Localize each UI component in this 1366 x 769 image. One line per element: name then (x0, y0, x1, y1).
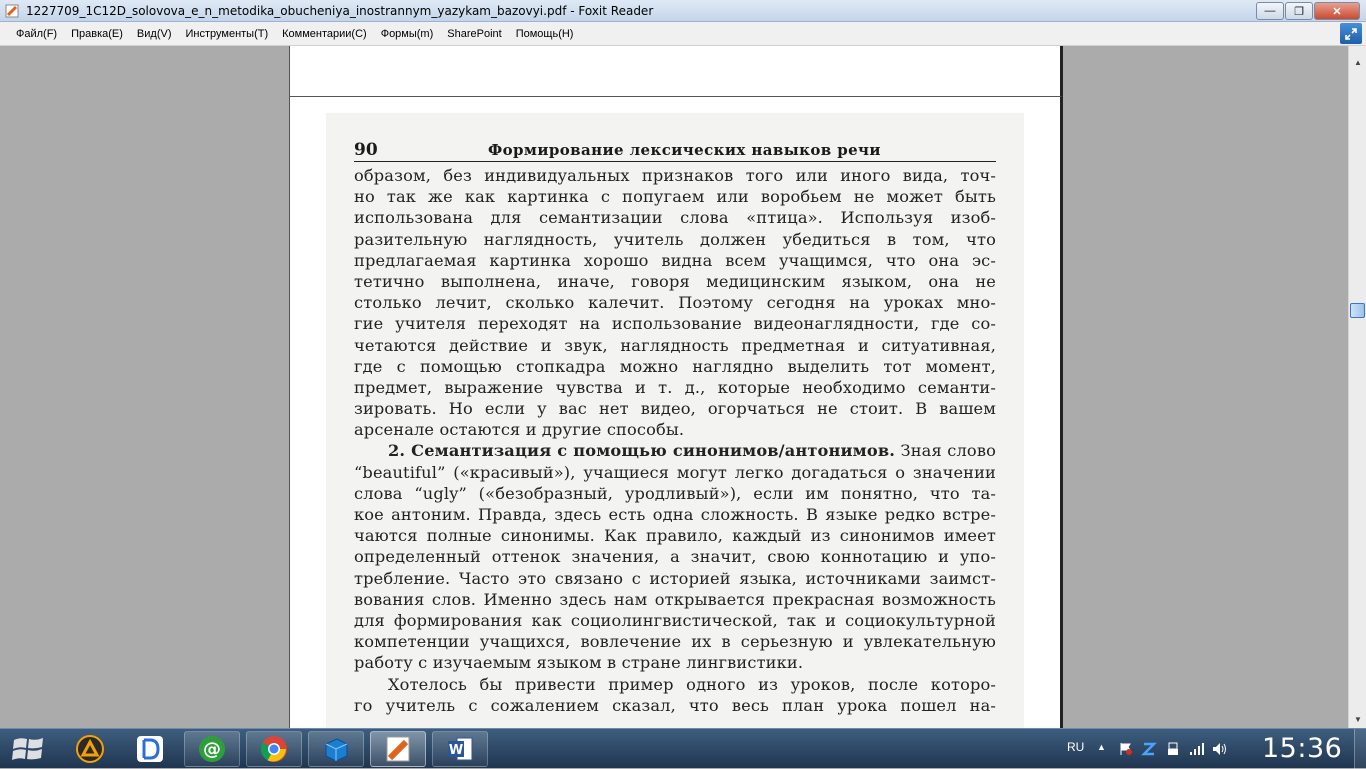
show-hidden-icons-icon[interactable]: ▲ (1097, 742, 1106, 752)
text-line: где с помощью стопкадра можно наглядно выделить тот момент, (354, 356, 996, 376)
start-button[interactable] (8, 732, 48, 766)
text-line: предлагаемая картинка хорошо видна всем учащимся, что она эс- (354, 250, 996, 270)
text-line: вования слов. Именно здесь нам открывается прекрасная возможность (354, 589, 996, 609)
menu-tools[interactable]: Инструменты(T) (185, 27, 269, 40)
text-line: компетенции учащихся, вовлечение их в серьезную и увлекательную (354, 632, 996, 652)
text-line: столько лечит, сколько калечит. Поэтому сегодня на уроках мно- (354, 293, 996, 313)
menu-edit[interactable]: Правка(E) (71, 27, 123, 40)
document-view[interactable] (0, 46, 1348, 728)
aimp-icon[interactable] (62, 731, 118, 767)
menu-help[interactable]: Помощь(H) (515, 27, 574, 40)
text-line: четаются действие и звук, наглядность предметная и ситуативная, (354, 335, 996, 355)
show-desktop-button[interactable] (1354, 729, 1366, 769)
foxit-reader-icon[interactable] (370, 731, 426, 767)
text-line: использована для семантизации слова «птица». Используя изоб- (354, 208, 996, 228)
page-text (354, 165, 996, 716)
close-button[interactable]: ✕ (1314, 2, 1360, 20)
restore-button[interactable]: ❐ (1285, 2, 1313, 20)
svg-text:W: W (448, 743, 464, 758)
virtualbox-icon[interactable] (308, 731, 364, 767)
scroll-up-arrow-icon[interactable]: ▲ (1354, 58, 1362, 67)
section-heading: 2. Семантизация с помощью синонимов/антонимов. (388, 441, 895, 461)
running-header (354, 140, 996, 162)
window-title: 1227709_1C12D_solovova_e_n_metodika_obucheniya_inostrannym_yazykam_bazovyi.pdf - Foxit Reader (26, 3, 654, 18)
running-header-title: Формирование лексических навыков речи (488, 141, 881, 159)
menu-sharepoint[interactable]: SharePoint (447, 27, 502, 40)
text-line: предмет, выражение чувства и т. д., которые необходимо семанти- (354, 377, 996, 397)
word-icon[interactable] (432, 731, 488, 767)
text-line: зировать. Но если у вас нет видео, огорчаться не стоит. В вашем (354, 399, 996, 419)
text-line: требление. Часто это связано с историей языка, источниками заимст- (354, 568, 996, 588)
text-line: “beautiful” («красивый»), учащиеся могут легко догадаться о значении (354, 462, 996, 482)
network-signal-icon[interactable] (1189, 741, 1205, 757)
text-line: разительную наглядность, учитель должен убедиться в том, что (354, 229, 996, 249)
text-line: гие учителя переходят на использование видеонаглядности, где со- (354, 314, 996, 334)
section-first-line (354, 440, 996, 461)
foxit-app-icon[interactable] (4, 3, 20, 19)
scroll-down-arrow-icon[interactable]: ▼ (1354, 715, 1362, 724)
pdf-page (289, 96, 1063, 728)
usb-device-icon[interactable] (1165, 741, 1181, 757)
text-line: чаются полные синонимы. Как правило, каждый из синонимов имеет (354, 526, 996, 546)
page-number: 90 (354, 140, 378, 160)
taskbar (0, 728, 1366, 768)
chrome-icon[interactable] (246, 731, 302, 767)
menu-file[interactable]: Файл(F) (16, 27, 58, 40)
text-line: но так же как картинка с попугаем или воробьем не может быть (354, 187, 996, 207)
text-line: для формирования как социолингвистической, так и социокультурной (354, 610, 996, 630)
language-indicator[interactable]: RU (1067, 740, 1085, 754)
text-line: кое антоним. Правда, здесь есть одна сложность. В языке редко встре- (354, 505, 996, 524)
text-line: работу с изучаемым языком в стране лингвистики. (354, 653, 804, 673)
daemon-tools-icon[interactable] (122, 731, 178, 767)
mail-agent-icon[interactable] (184, 731, 240, 767)
scroll-thumb[interactable] (1350, 303, 1365, 318)
text-line: тетично выполнена, иначе, говоря медицинским языком, она не (354, 271, 996, 291)
menu-forms[interactable]: Формы(m) (380, 27, 434, 40)
scanned-page-image (326, 113, 1024, 728)
vertical-scrollbar[interactable] (1348, 46, 1366, 728)
menu-view[interactable]: Вид(V) (136, 27, 172, 40)
menu-bar (0, 22, 1366, 46)
volume-icon[interactable] (1212, 741, 1228, 757)
action-center-flag-icon[interactable] (1118, 741, 1134, 757)
clock[interactable]: 15:36 (1262, 733, 1343, 764)
window-controls (1256, 2, 1360, 20)
text-line: образом, без индивидуальных признаков того или иного вида, точ- (354, 166, 996, 185)
text-line: слова “ugly” («безобразный, уродливый»), если им понятно, что та- (354, 483, 996, 503)
text-line: Хотелось бы привести пример одного из уроков, после которо- (388, 674, 996, 694)
text-line: определенный оттенок значения, а значит, свою коннотацию и упо- (354, 547, 996, 567)
fullscreen-toggle-icon[interactable] (1340, 23, 1362, 44)
text-line: арсенале остаются и другие способы. (354, 420, 685, 440)
title-bar (0, 0, 1366, 22)
section-first-line-rest: Зная слово (895, 441, 996, 461)
text-line: го учитель с сожалением сказал, что весь план урока пошел на- (354, 695, 996, 715)
svg-text:@: @ (203, 739, 221, 760)
menu-comments[interactable]: Комментарии(C) (282, 27, 367, 40)
punto-switcher-icon[interactable] (1141, 741, 1157, 757)
minimize-button[interactable]: — (1256, 2, 1284, 20)
